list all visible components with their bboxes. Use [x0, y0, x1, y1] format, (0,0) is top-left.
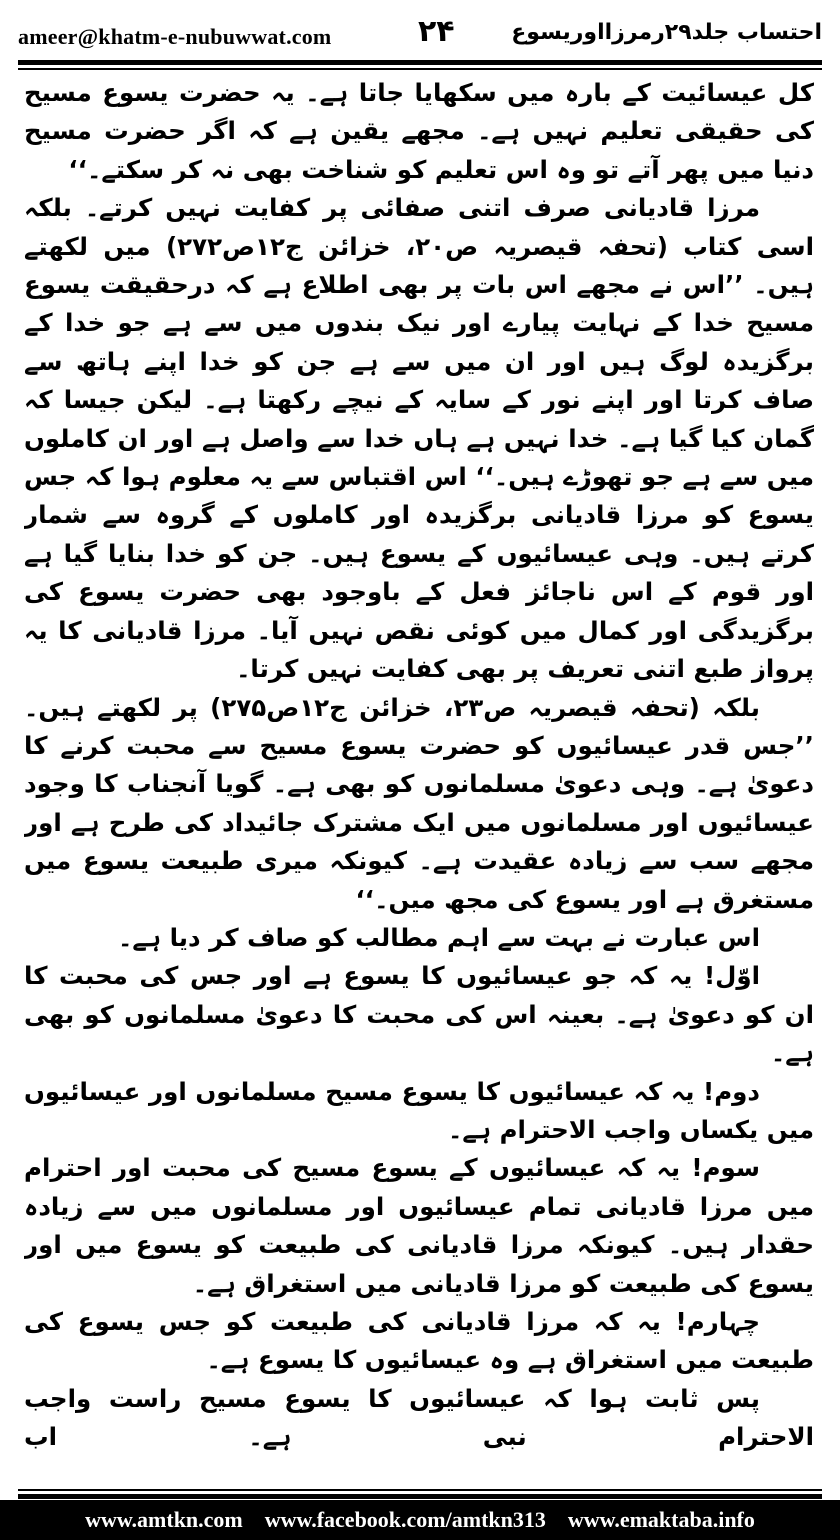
- paragraph-5: اوّل! یہ کہ جو عیسائیوں کا یسوع ہے اور جس کی محبت کا ان کو دعویٰ ہے۔ بعینہ اس کی محبت کا دعویٰ مسلمانوں کو بھی ہے۔: [24, 961, 814, 1068]
- paragraph-9: پس ثابت ہوا کہ عیسائیوں کا یسوع مسیح راست واجب الاحترام نبی ہے۔ اب: [24, 1383, 814, 1452]
- header-rule-thin: [18, 68, 822, 70]
- header-email: ameer@khatm-e-nubuwwat.com: [18, 24, 332, 49]
- page-footer: [0, 1500, 840, 1540]
- page-number: ۲۴: [418, 14, 455, 49]
- running-title: احتساب جلد۲۹رمرزااوریسوع: [511, 20, 822, 45]
- page-body: [24, 74, 814, 1474]
- footer-link-emaktaba[interactable]: www.emaktaba.info: [567, 1507, 755, 1532]
- paragraph-4: اس عبارت نے بہت سے اہم مطالب کو صاف کر دیا ہے۔: [118, 922, 760, 952]
- page-header: [18, 14, 822, 54]
- paragraph-2: مرزا قادیانی صرف اتنی صفائی پر کفایت نہیں کرتے۔ بلکہ اسی کتاب (تحفہ قیصریہ ص۲۰، خزائن ج۱۲ص۲۷۲) میں لکھتے ہیں۔ ’’اس نے مجھے اس بات پر بھی اطلاع ہے کہ درحقیقت یسوع مسیح خدا کے نہایت پیارے اور نیک بندوں میں سے ہے جو خدا کے برگزیدہ لوگ ہیں اور ان میں سے ہے جن کو خدا اپنے ہاتھ سے صاف کرتا اور اپنے نور کے سایہ کے نیچے رکھتا ہے۔ لیکن جیسا کہ گمان کیا گیا ہے۔ خدا نہیں ہے ہاں خدا سے واصل ہے اور ان کاملوں میں سے ہے جو تھوڑے ہیں۔‘‘ اس اقتباس سے یہ معلوم ہوا کہ جس یسوع کو مرزا قادیانی برگزیدہ اور کاملوں کے گروہ سے شمار کرتے ہیں۔ وہی عیسائیوں کے یسوع ہیں۔ جن کو خدا بنایا گیا ہے اور قوم کے اس ناجائز فعل کے باوجود بھی حضرت یسوع کی برگزیدگی اور کمال میں کوئی نقص نہیں آیا۔ مرزا قادیانی کا یہ پرواز طبع اتنی تعریف پر بھی کفایت نہیں کرتا۔: [24, 193, 814, 684]
- paragraph-7: سوم! یہ کہ عیسائیوں کے یسوع مسیح کی محبت اور احترام میں مرزا قادیانی تمام عیسائیوں اور مسلمانوں میں سے زیادہ حقدار ہیں۔ کیونکہ مرزا قادیانی کی طبیعت کو یسوع میں اور یسوع کی طبیعت کو مرزا قادیانی میں استغراق ہے۔: [24, 1153, 814, 1298]
- paragraph-8: چہارم! یہ کہ مرزا قادیانی کی طبیعت کو جس یسوع کی طبیعت میں استغراق ہے وہ عیسائیوں کا یسوع ہے۔: [24, 1307, 814, 1375]
- paragraph-3: بلکہ (تحفہ قیصریہ ص۲۳، خزائن ج۱۲ص۲۷۵) پر لکھتے ہیں۔ ’’جس قدر عیسائیوں کو حضرت یسوع مسیح سے محبت کرنے کا دعویٰ ہے۔ وہی دعویٰ مسلمانوں کو بھی ہے۔ گویا آنجناب کا وجود عیسائیوں اور مسلمانوں میں ایک مشترک جائیداد کی طرح ہے اور مجھے سب سے زیادہ عقیدت ہے۔ کیونکہ میری طبیعت یسوع میں مستغرق ہے اور یسوع کی مجھ میں۔‘‘: [24, 692, 814, 914]
- footer-rule-thick: [18, 1494, 822, 1499]
- paragraph-6: دوم! یہ کہ عیسائیوں کا یسوع مسیح مسلمانوں اور عیسائیوں میں یکساں واجب الاحترام ہے۔: [24, 1076, 814, 1144]
- paragraph-1: کل عیسائیت کے بارہ میں سکھایا جاتا ہے۔ یہ حضرت یسوع مسیح کی حقیقی تعلیم نہیں ہے۔ مجھے یقین ہے کہ اگر حضرت مسیح دنیا میں پھر آتے تو وہ اس تعلیم کو شناخت بھی نہ کر سکتے۔‘‘: [24, 78, 814, 184]
- footer-rule-thin: [18, 1489, 822, 1491]
- header-rule-thick: [18, 60, 822, 65]
- footer-link-facebook[interactable]: www.facebook.com/amtkn313: [264, 1507, 546, 1532]
- footer-link-amtkn[interactable]: www.amtkn.com: [85, 1507, 243, 1532]
